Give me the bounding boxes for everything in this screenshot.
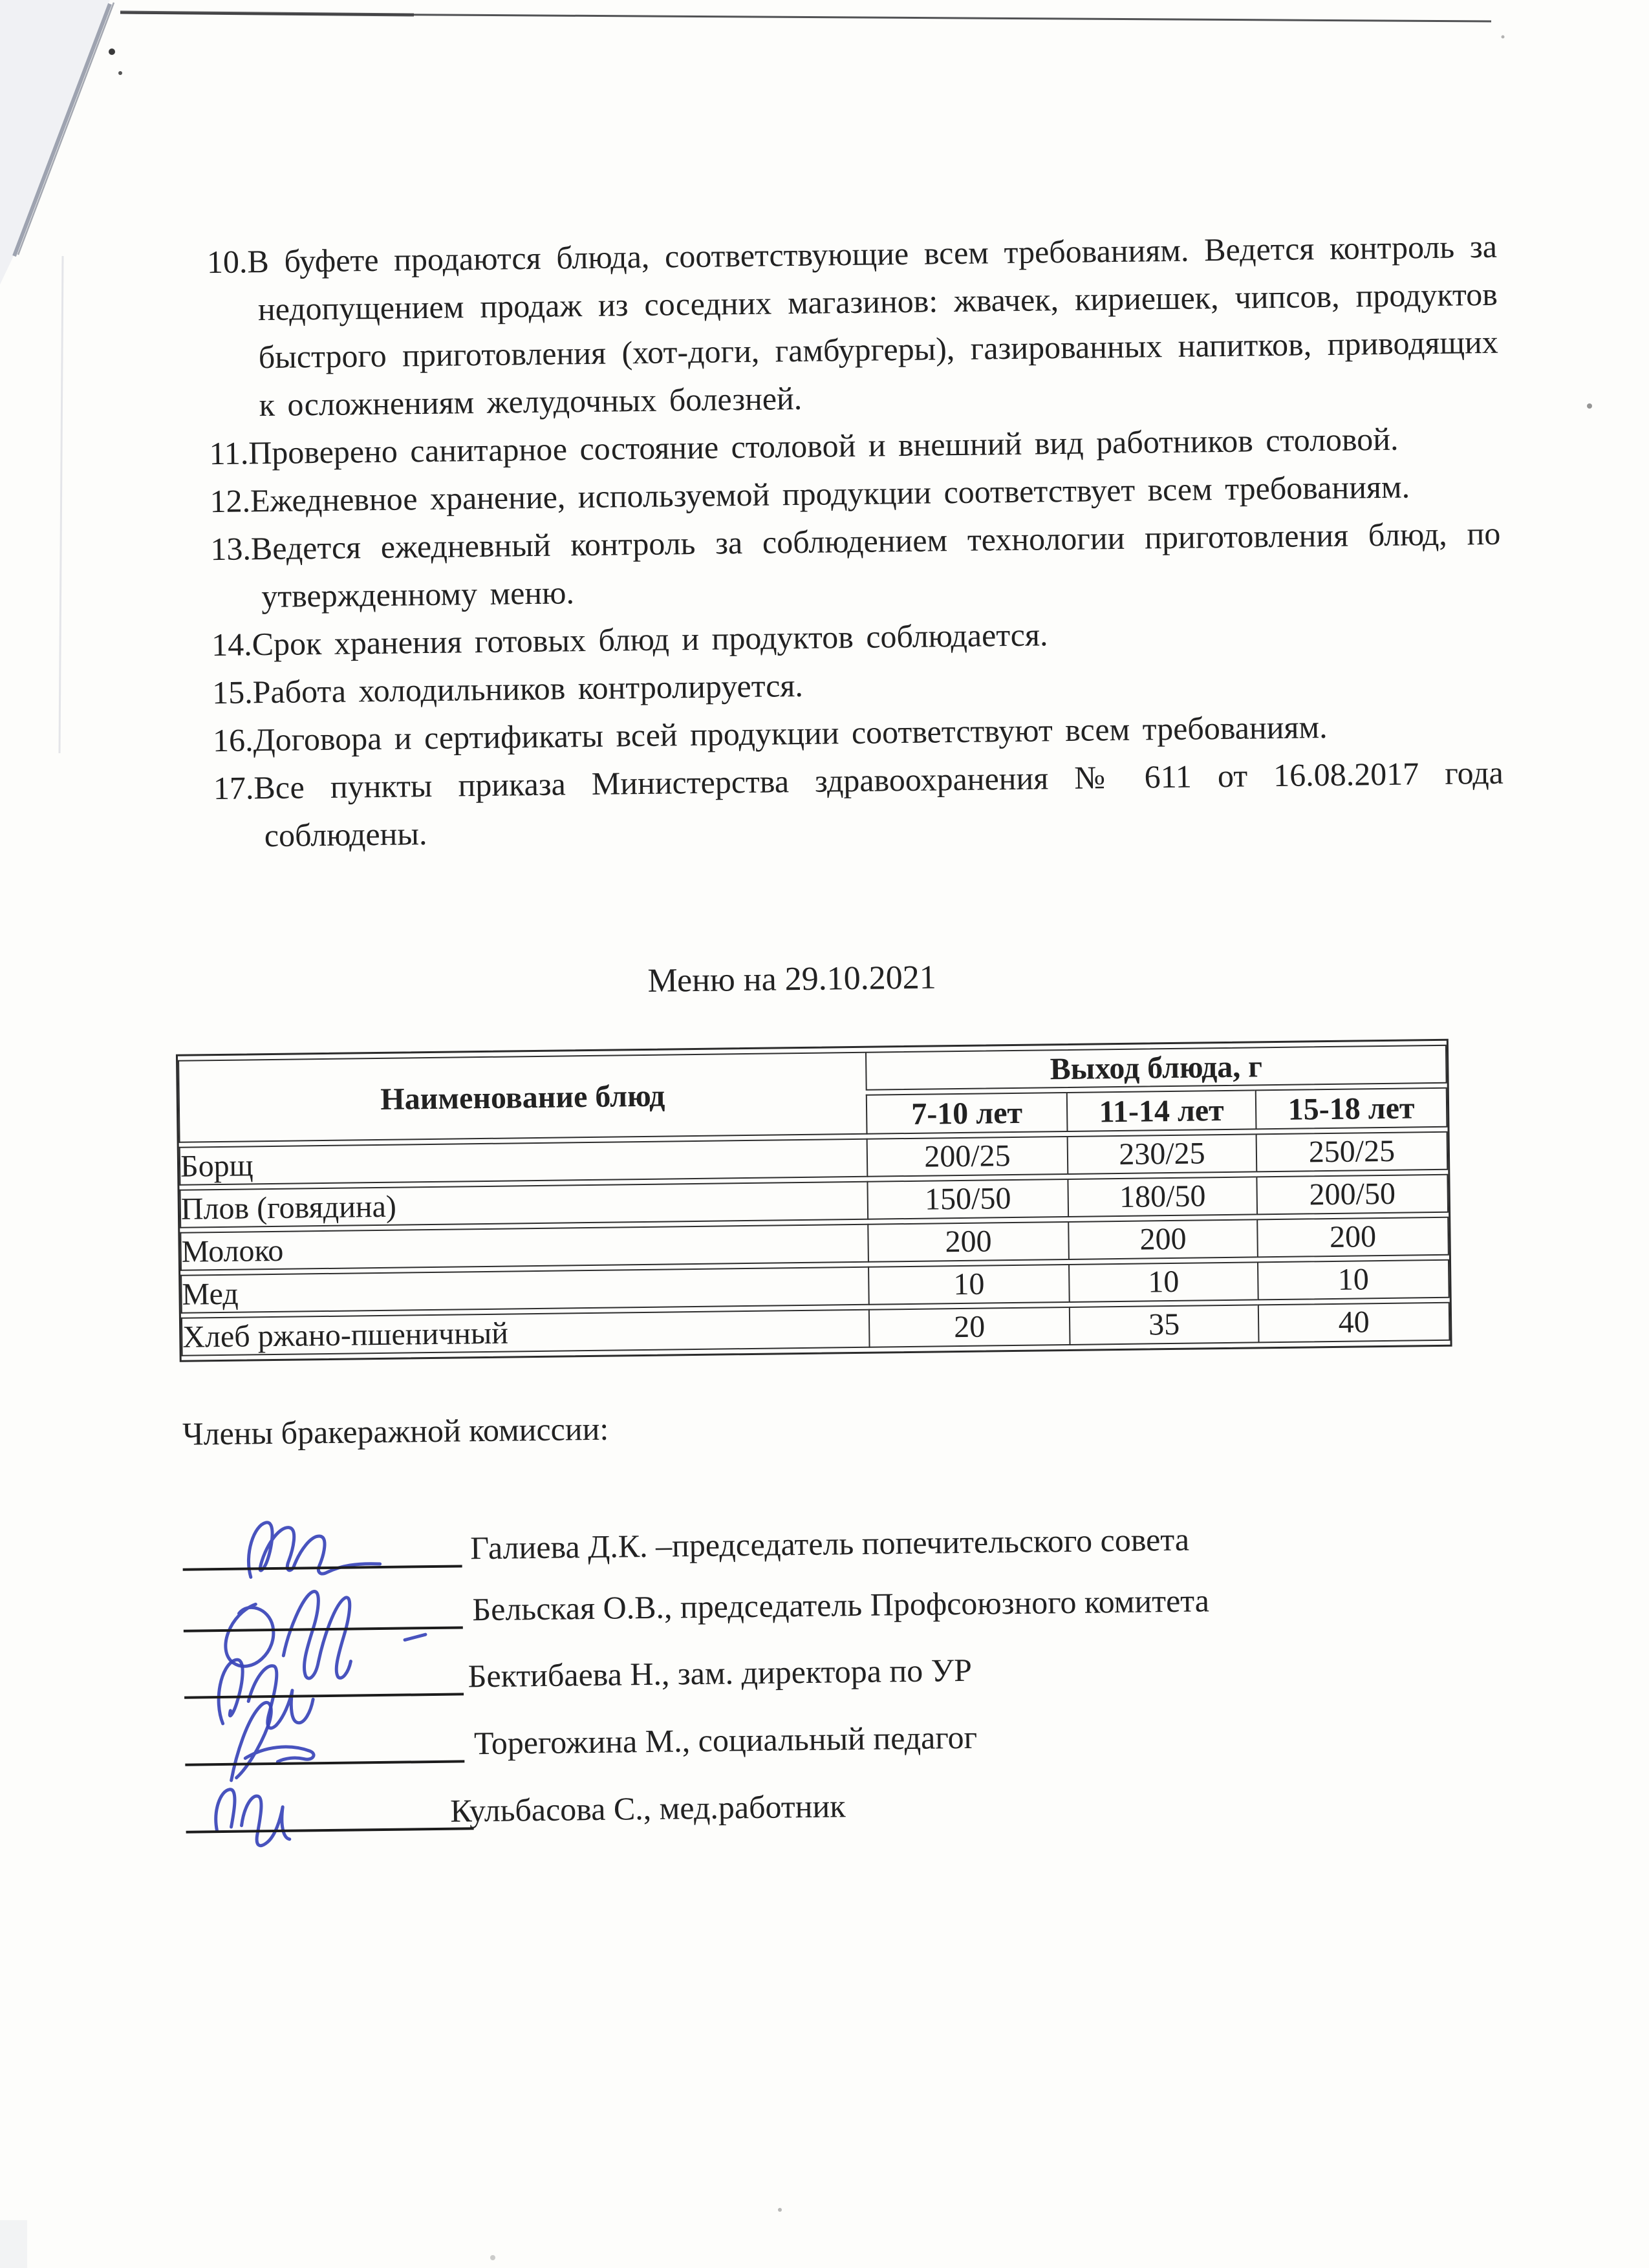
list-item-number: 16.: [212, 722, 253, 759]
header-age-7-10: 7-10 лет: [866, 1092, 1067, 1135]
menu-title: Меню на 29.10.2021: [647, 959, 937, 1000]
header-portion-group: Выход блюда, г: [865, 1045, 1447, 1091]
list-item-17: [213, 749, 1504, 860]
menu-table: [176, 1039, 1452, 1362]
dish-value: 35: [1069, 1304, 1258, 1345]
dish-name: Плов (говядина): [179, 1181, 867, 1228]
dish-name: Хлеб ржано-пшеничный: [181, 1309, 869, 1356]
list-item-10: [207, 222, 1499, 429]
numbered-list: [207, 222, 1505, 860]
signature-ink-5: [200, 1773, 330, 1855]
list-item-text: Договора и сертификаты всей продукции соответствуют всем требованиям.: [253, 709, 1328, 758]
signatory-label-5: Кульбасова С., мед.работник: [449, 1788, 846, 1829]
dish-name: Борщ: [179, 1139, 867, 1186]
signature-ink-1: [239, 1512, 388, 1585]
dish-value: 200: [867, 1221, 1068, 1263]
signature-ink-4: [207, 1694, 344, 1786]
dish-value: 200/25: [867, 1136, 1068, 1177]
header-age-11-14: 11-14 лет: [1066, 1089, 1256, 1132]
signatory-label-4: Торегожина М., социальный педагог: [473, 1718, 978, 1762]
signatory-label-3: Бектибаева Н., зам. директора по УР: [468, 1651, 973, 1695]
list-item-number: 10.: [206, 243, 248, 281]
signatory-label-2: Бельская О.В., председатель Профсоюзного комитета: [472, 1582, 1210, 1628]
list-item-number: 17.: [213, 769, 254, 807]
dish-name: Молоко: [180, 1224, 868, 1271]
dish-value: 40: [1258, 1302, 1450, 1343]
header-dish-name: Наименование блюд: [178, 1052, 866, 1143]
dish-name: Мед: [180, 1267, 868, 1314]
dish-value: 200/50: [1256, 1174, 1449, 1215]
dish-value: 20: [868, 1307, 1070, 1348]
list-item-text: Проверено санитарное состояние столовой и внешний вид работников столовой.: [248, 420, 1399, 471]
dish-value: 10: [1257, 1259, 1450, 1301]
list-item-number: 12.: [210, 482, 251, 520]
dish-value: 230/25: [1067, 1133, 1256, 1175]
commission-heading: Члены бракеражной комиссии:: [182, 1410, 609, 1452]
dish-value: 180/50: [1067, 1176, 1256, 1217]
dish-value: 10: [1068, 1261, 1258, 1303]
dish-value: 150/50: [867, 1179, 1068, 1220]
list-item-text: Ежедневное хранение, используемой продукции соответствует всем требованиям.: [250, 468, 1410, 519]
list-item-text: В буфете продаются блюда, соответствующие всем требованиям. Ведется контроль за недопущением продаж из соседних магазинов: жвачек, кириешек, чипсов, продуктов быстрого приготовления (хот-доги, гамбургеры), газированных напитков, приводящих к осложнениям желудочных болезней.: [247, 228, 1498, 423]
dish-value: 250/25: [1256, 1131, 1449, 1173]
list-item-text: Ведется ежедневный контроль за соблюдением технологии приготовления блюд, по утвержденному меню.: [250, 515, 1501, 615]
bottom-left-shade: [0, 2220, 27, 2268]
list-item-number: 15.: [211, 674, 253, 711]
list-item-number: 13.: [210, 530, 252, 568]
signatory-label-1: Галиева Д.К. –председатель попечительского совета: [469, 1521, 1190, 1567]
header-age-15-18: 15-18 лет: [1255, 1087, 1448, 1130]
dish-value: 200: [1256, 1217, 1449, 1258]
list-item-number: 14.: [211, 626, 253, 663]
list-item-text: Работа холодильников контролируется.: [252, 667, 804, 711]
list-item-13: [210, 509, 1502, 621]
list-item-number: 11.: [209, 434, 249, 472]
dish-value: 10: [868, 1264, 1069, 1305]
list-item-text: Срок хранения готовых блюд и продуктов соблюдается.: [252, 616, 1048, 663]
list-item-text: Все пункты приказа Министерства здравоохранения № 611 от 16.08.2017 года соблюдены.: [253, 754, 1504, 854]
dish-value: 200: [1068, 1219, 1257, 1260]
